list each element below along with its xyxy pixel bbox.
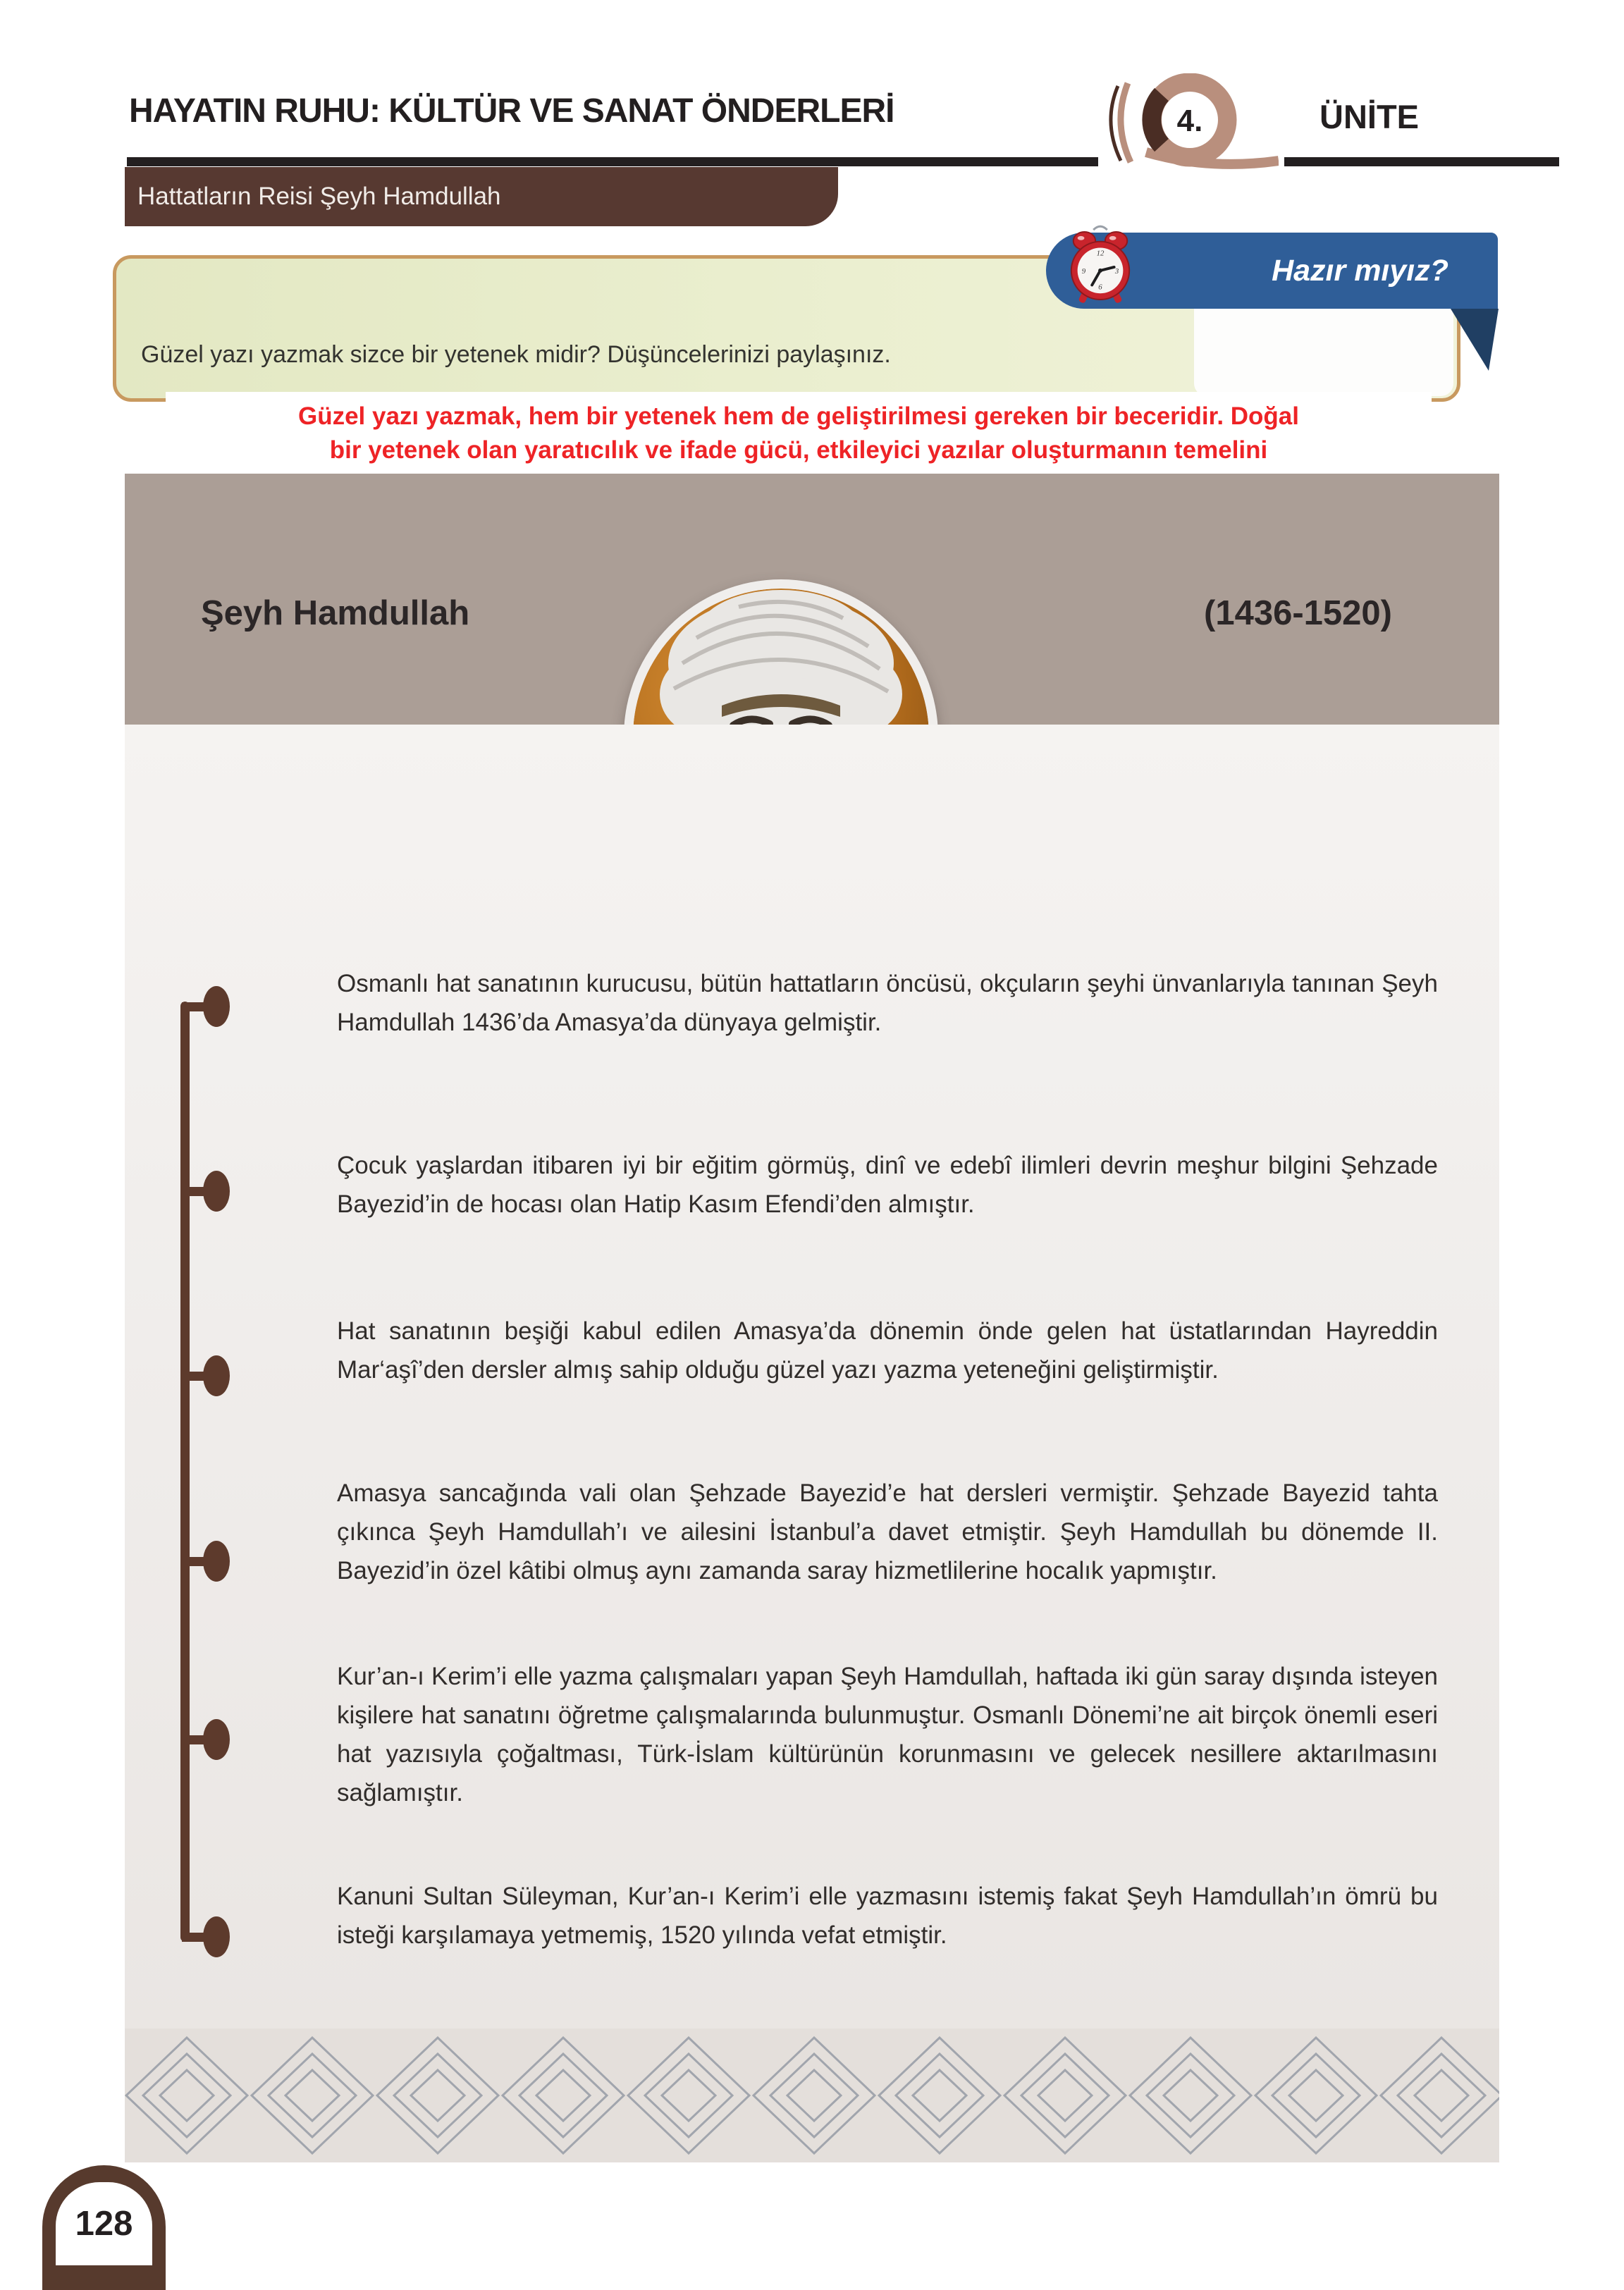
unit-swirl-icon (1097, 73, 1279, 172)
ready-question: Güzel yazı yazmak sizce bir yetenek midir? Düşüncelerinizi paylaşınız. (141, 341, 891, 368)
timeline-bullet (203, 1719, 230, 1760)
bio-event: Hat sanatının beşiği kabul edilen Amasya’da dönemin önde gelen hat üstatlarından Hayreddin Mar‘aşî’den dersler almış sahip olduğu güzel yazı yazma yeteneğini geliştirmiştir. (337, 1317, 1438, 1384)
bio-event: Çocuk yaşlardan itibaren iyi bir eğitim görmüş, dinî ve edebî ilimleri devrin meşhur bilgini Şehzade Bayezid’in de hocası olan Hatip Kasım Efendi’den almıştır. (337, 1152, 1438, 1218)
header-rule-left (127, 157, 1098, 166)
bio-event: Kur’an-ı Kerim’i elle yazma çalışmaları yapan Şeyh Hamdullah, haftada iki gün saray dışında isteyen kişilere hat sanatını öğretme çalışmalarında bulunmuştur. Osmanlı Dönemi’ne ait birçok önemli eseri hat yazısıyla çoğaltması, Türk-İslam kültürünün korunmasını ve gelecek nesillere aktarılmasını sağlamıştır. (337, 1663, 1438, 1806)
page-number-badge (42, 2165, 166, 2290)
diamond-pattern (125, 2029, 1499, 2162)
alarm-clock-icon (1066, 224, 1135, 307)
timeline-line (180, 1002, 190, 1942)
timeline-bullet (203, 1171, 230, 1212)
ready-tab-fold (1449, 309, 1499, 372)
answer-line: Güzel yazı yazmak, hem bir yetenek hem de geliştirilmesi gereken bir beceridir. Doğal (297, 402, 1299, 430)
page-title: HAYATIN RUHU: KÜLTÜR VE SANAT ÖNDERLERİ (129, 92, 894, 130)
svg-text:3: 3 (1114, 266, 1119, 276)
timeline-bullet (203, 986, 230, 1027)
svg-text:9: 9 (1081, 266, 1086, 276)
timeline-bullet (203, 1916, 230, 1957)
topic-banner (125, 167, 838, 226)
svg-text:12: 12 (1096, 249, 1105, 258)
biography-dates: (1436-1520) (1204, 594, 1392, 632)
biography-name: Şeyh Hamdullah (201, 594, 470, 632)
topic-banner-text: Hattatların Reisi Şeyh Hamdullah (137, 183, 501, 210)
answer-line: bir yetenek olan yaratıcılık ve ifade gücü, etkileyici yazılar oluşturmanın temelini (329, 436, 1268, 464)
ready-tab-label: Hazır mıyız? (1272, 253, 1448, 288)
page-number: 128 (75, 2205, 133, 2243)
bio-event: Osmanlı hat sanatının kurucusu, bütün hattatların öncüsü, okçuların şeyhi ünvanlarıyla tanınan Şeyh Hamdullah 1436’da Amasya’da dünyaya gelmiştir. (337, 970, 1438, 1036)
timeline-bullet (203, 1355, 230, 1396)
page-number-inner (56, 2182, 152, 2265)
unit-label: ÜNİTE (1320, 98, 1419, 135)
bio-event: Kanuni Sultan Süleyman, Kur’an-ı Kerim’i elle yazmasını istemiş fakat Şeyh Hamdullah’ın ömrü bu isteği karşılamaya yetmemiş, 1520 yılında vefat etmiştir. (337, 1883, 1438, 1949)
diamond-pattern-band (125, 2029, 1499, 2162)
unit-number: 4. (1176, 104, 1203, 138)
bio-event: Amasya sancağında vali olan Şehzade Bayezid’e hat dersleri vermiştir. Şehzade Bayezid tahta çıkınca Şeyh Hamdullah’ı ve ailesini İstanbul’a davet etmiştir. Şeyh Hamdullah bu dönemde II. Bayezid’in özel kâtibi olmuş aynı zamanda saray hizmetlilerine hocalık yapmıştır. (337, 1479, 1438, 1584)
header-rule-right (1284, 157, 1559, 166)
svg-text:6: 6 (1098, 283, 1102, 292)
timeline-bullet (203, 1541, 230, 1582)
